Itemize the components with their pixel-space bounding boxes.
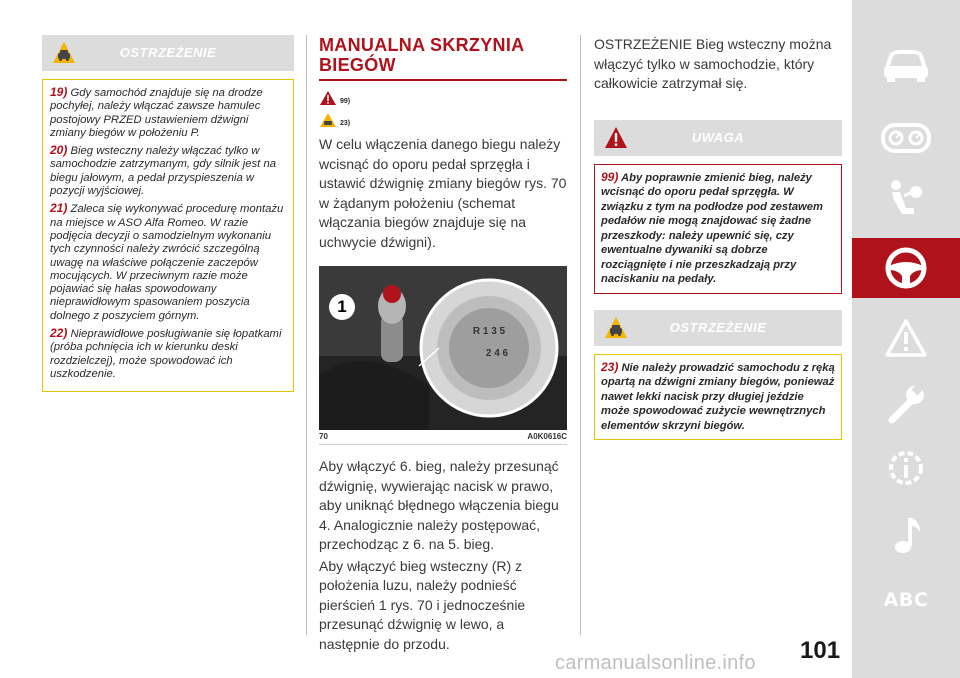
- column-divider: [306, 35, 307, 635]
- note-19: 19) Gdy samochód znajduje się na drodze pochyłej, należy włączać zawsze hamulec postojowy PRZED ustawieniem dźwigni zmiany biegów w położeniu P.: [50, 85, 263, 139]
- sidebar-item-dashboard[interactable]: [852, 108, 960, 168]
- middle-column: [319, 35, 567, 654]
- paragraph-1: W celu włączenia danego biegu należy wcisnąć do oporu pedał sprzęgła i ustawić dźwignię zmiany biegów rys. 70 w żądanym położeniu (schemat włączania biegów znajduje się na uchwycie dźwigni).: [319, 136, 567, 250]
- abc-label: ABC: [883, 589, 929, 611]
- title-rule: [319, 79, 567, 81]
- sidebar-item-index[interactable]: [852, 570, 960, 630]
- sidebar-item-technical-data[interactable]: [852, 438, 960, 498]
- sidebar-item-warnings[interactable]: [852, 308, 960, 368]
- seat-airbag-icon: [884, 178, 928, 222]
- warning-notes: [42, 79, 294, 392]
- paragraph-2: Aby włączyć 6. bieg, należy przesunąć dźwignię, wywierając nacisk w prawo, aby uniknąć błędnego włączenia biegu 4. Analogicznie należy postępować, przechodząc z 6. na 5. bieg.: [319, 458, 559, 552]
- wrench-icon: [884, 382, 928, 426]
- note-23: 23) Nie należy prowadzić samochodu z ręką opartą na dźwigni zmiany biegów, ponieważ nawet lekki nacisk przy długiej jeździe może spowodować zużycie wewnętrznych elementów skrzyni biegów.: [601, 359, 835, 432]
- car-warning-small-icon: [319, 112, 337, 128]
- sidebar-item-driving[interactable]: [852, 238, 960, 298]
- chapter-sidebar: [852, 0, 960, 678]
- uwaga-header: [594, 120, 842, 156]
- uwaga-note: [594, 164, 842, 294]
- note-20: 20) Bieg wsteczny należy włączać tylko w samochodzie zatrzymanym, gdy silnik jest na biegu jałowym, a pedał przyspieszenia w pozycji wyjściowej.: [50, 143, 277, 198]
- gear-info-icon: [884, 446, 928, 490]
- music-note-icon: [886, 514, 926, 558]
- ref-23: 23): [319, 111, 567, 129]
- note-99: 99) Aby poprawnie zmienić bieg, należy wcisnąć do oporu pedał sprzęgła. W związku z tym na podłodze pod zestawem pedałów nie mogą znajdować się żadne przeszkody: należy upewnić się, czy ewentualne dywaniki są dobrze rozciągnięte i nie przeszkadzają przy naciskaniu na pedały.: [601, 169, 823, 285]
- sidebar-item-maintenance[interactable]: [852, 374, 960, 434]
- sidebar-item-safety[interactable]: [852, 170, 960, 230]
- car-icon: [881, 48, 931, 84]
- watermark: carmanualsonline.info: [555, 652, 756, 674]
- column-divider: [580, 35, 581, 635]
- steering-wheel-icon: [884, 246, 928, 290]
- warning-note: [594, 354, 842, 441]
- figure-caption: [319, 430, 567, 445]
- gear-lever-image: [319, 266, 567, 430]
- section-title: MANUALNA SKRZYNIA BIEGÓW: [319, 35, 524, 75]
- knob-pattern-top: R 1 3 5: [472, 326, 506, 337]
- knob-pattern-bottom: 2 4 6: [485, 348, 509, 359]
- warning-header-label: OSTRZEŻENIE: [119, 45, 217, 60]
- page-number: 101: [800, 637, 841, 664]
- warning-triangle-icon: [884, 318, 928, 358]
- sidebar-item-car[interactable]: [852, 36, 960, 96]
- warning-header: [594, 310, 842, 346]
- dashboard-icon: [881, 123, 931, 153]
- uwaga-header-label: UWAGA: [691, 129, 745, 145]
- note-22: 22) Nieprawidłowe posługiwanie się łopatkami (próba pchnięcia ich w kierunku deski rozdzielczej), może spowodować ich uszkodzenie.: [50, 326, 282, 380]
- danger-icon: [319, 90, 337, 106]
- figure-number: 70: [319, 432, 328, 441]
- warning-header: [42, 35, 294, 71]
- figure-code: A0K0616C: [527, 432, 567, 441]
- warning-header-label: OSTRZEŻENIE: [669, 319, 767, 335]
- sidebar-item-multimedia[interactable]: [852, 506, 960, 566]
- callout-1: 1: [329, 294, 355, 320]
- gear-lever-figure: [319, 266, 567, 430]
- paragraph-3: Aby włączyć bieg wsteczny (R) z położenia luzu, należy podnieść pierścień 1 rys. 70 i jednocześnie przesunąć dźwignię w lewo, a następnie do przodu.: [319, 557, 526, 652]
- left-column: [42, 35, 294, 392]
- reverse-gear-warning: OSTRZEŻENIE Bieg wsteczny można włączyć tylko w samochodzie, który całkowicie zatrzymał się.: [594, 36, 832, 91]
- right-column: [594, 35, 842, 440]
- note-21: 21) Zaleca się wykonywać procedurę montażu na miejsce w ASO Alfa Romeo. W razie podjęcia decyzji o samodzielnym wykonaniu tych czynności należy zwrócić szczególną uwagę na właściwe połączenie zaczepów mocujących. W przeciwnym razie może pojawiać się hałas spowodowany nieprawidłowym spasowaniem poszycia dolnego z poszyciem górnym.: [50, 201, 284, 322]
- ref-99: 99): [319, 89, 567, 107]
